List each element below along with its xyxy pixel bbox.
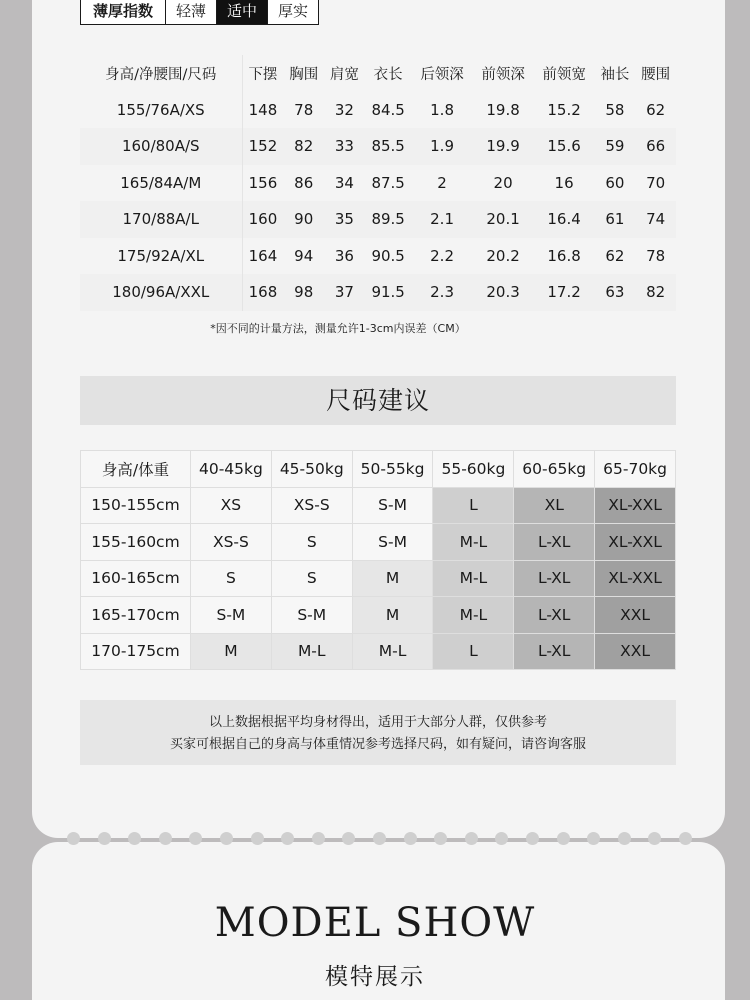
size-table-cell: 160 [242,201,283,238]
size-table-cell: 16.4 [534,201,595,238]
size-table-cell: 16 [554,173,574,192]
size-header-cell: 胸围 [289,66,319,83]
size-table-cell: 84.5 [371,100,405,119]
size-table-cell: 20 [493,173,513,192]
perforation-dot [312,832,325,845]
size-table-cell: 2.3 [412,274,473,311]
rec-size-cell: S-M [191,597,272,634]
rec-size-cell: S-M [271,597,352,634]
size-table-cell: 90.5 [371,246,405,265]
perforation-dot [189,832,202,845]
rec-size-cell: S-M [352,524,433,561]
size-table-cell: 180/96A/XXL [80,274,242,311]
size-table-row [80,128,676,165]
rec-size-cell: XL-XXL [595,524,676,561]
size-table-cell: 66 [635,128,676,165]
size-table-cell: 20.1 [473,201,534,238]
rec-size-cell: S-M [352,487,433,524]
model-show-title-cn: 模特展示 [325,964,425,990]
size-recommendation-table [80,450,676,670]
size-measurement-table [80,55,676,311]
size-table-cell: 164 [248,246,278,265]
size-table-cell: 70 [646,173,666,192]
size-table-cell: 36 [334,246,354,265]
rec-size-cell: XL [514,487,595,524]
rec-size-cell: M-L [352,633,433,670]
size-header-cell: 肩宽 [329,66,359,83]
size-table-cell: 82 [283,128,324,165]
size-table-cell: 15.6 [534,128,595,165]
rec-table-header-row [81,451,676,488]
perforation-dot [587,832,600,845]
size-table-cell: 160/80A/S [80,128,242,165]
perforation-dot [404,832,417,845]
size-table-cell: 19.9 [473,128,534,165]
size-header-cell: 后领深 [420,66,464,83]
rec-height-cell: 150-155cm [81,487,191,524]
model-show-title-en: MODEL SHOW [214,900,536,946]
rec-table-row [81,487,676,524]
size-table-cell: 90 [283,201,324,238]
rec-size-cell: XXL [595,633,676,670]
rec-table-row [81,597,676,634]
size-table-cell: 148 [248,100,278,119]
size-table-cell: 94 [294,246,314,265]
size-table-cell: 33 [324,128,365,165]
size-table-cell: 78 [294,100,314,119]
rec-header-cell: 45-50kg [271,451,352,488]
size-table-cell: 152 [242,128,283,165]
rec-size-cell: L-XL [514,524,595,561]
size-table-cell: 89.5 [365,201,412,238]
disclaimer-line-1: 以上数据根据平均身材得出，适用于大部分人群，仅供参考 [208,715,547,730]
size-header-cell: 前领深 [481,66,525,83]
rec-header-cell: 65-70kg [595,451,676,488]
size-table-cell: 175/92A/XL [80,238,242,275]
size-table-cell: 2.2 [430,246,454,265]
size-header-cell: 前领宽 [542,66,586,83]
size-table-row [80,274,676,311]
perforation-dot [281,832,294,845]
size-recommendation-title: 尺码建议 [80,376,676,425]
rec-table-row [81,560,676,597]
rec-size-cell: XS [191,487,272,524]
size-table-cell: 15.2 [547,100,581,119]
recommendation-disclaimer [80,700,676,765]
perforation-dot [98,832,111,845]
size-header-cell: 袖长 [600,66,630,83]
perforation-dot [557,832,570,845]
size-table-cell: 156 [248,173,278,192]
size-table-cell: 82 [635,274,676,311]
perforation-dot [434,832,447,845]
measurement-note: *因不同的计量方法，测量允许1-3cm内误差（CM） [210,322,466,335]
size-table-cell: 98 [283,274,324,311]
rec-header-cell: 身高/体重 [81,451,191,488]
size-table-cell: 32 [334,100,354,119]
size-table-cell: 34 [334,173,354,192]
rec-size-cell: L-XL [514,597,595,634]
rec-height-cell: 160-165cm [81,560,191,597]
rec-height-cell: 170-175cm [81,633,191,670]
thickness-label: 薄厚指数 [81,0,165,24]
perforation-dot [251,832,264,845]
size-table-row [80,165,676,202]
size-header-cell: 衣长 [373,66,403,83]
rec-size-cell: S [271,560,352,597]
size-table-cell: 20.3 [473,274,534,311]
perforation-dot [159,832,172,845]
size-table-cell: 91.5 [365,274,412,311]
size-table-cell: 155/76A/XS [80,92,242,129]
perforation-dot [128,832,141,845]
rec-size-cell: M [352,597,433,634]
rec-size-cell: L [433,633,514,670]
size-table-cell: 87.5 [371,173,405,192]
rec-size-cell: L-XL [514,633,595,670]
perforation-dot [342,832,355,845]
perforation-dot [679,832,692,845]
thickness-option-thick: 厚实 [267,0,318,24]
size-table-cell: 170/88A/L [80,201,242,238]
rec-size-cell: M [352,560,433,597]
rec-table-row [81,524,676,561]
size-table-cell: 165/84A/M [80,165,242,202]
size-header-cell: 身高/净腰围/尺码 [80,55,242,92]
perforation-dot [495,832,508,845]
size-table-cell: 59 [595,128,636,165]
thickness-option-light: 轻薄 [165,0,216,24]
rec-header-cell: 55-60kg [433,451,514,488]
size-table-cell: 35 [324,201,365,238]
size-table-cell: 2.1 [412,201,473,238]
size-table-cell: 58 [605,100,625,119]
perforation-dot [648,832,661,845]
rec-size-cell: M-L [271,633,352,670]
rec-size-cell: S [271,524,352,561]
disclaimer-line-2: 买家可根据自己的身高与体重情况参考选择尺码，如有疑问，请咨询客服 [169,737,586,752]
perforation-dot [220,832,233,845]
perforation-dot [67,832,80,845]
rec-size-cell: M [191,633,272,670]
size-table-cell: 16.8 [547,246,581,265]
perforation-dot [618,832,631,845]
size-table-cell: 74 [635,201,676,238]
size-table-cell: 2 [437,173,447,192]
rec-size-cell: XL-XXL [595,560,676,597]
thickness-option-medium: 适中 [216,0,267,24]
rec-size-cell: S [191,560,272,597]
rec-size-cell: L [433,487,514,524]
thickness-index-bar [80,0,319,25]
rec-height-cell: 155-160cm [81,524,191,561]
size-table-cell: 1.8 [430,100,454,119]
size-table-header-row [80,55,676,92]
size-table-cell: 86 [294,173,314,192]
rec-height-cell: 165-170cm [81,597,191,634]
perforation-dot [465,832,478,845]
size-table-cell: 63 [595,274,636,311]
rec-header-cell: 40-45kg [191,451,272,488]
rec-size-cell: M-L [433,597,514,634]
rec-size-cell: XL-XXL [595,487,676,524]
size-table-cell: 168 [242,274,283,311]
perforation-dot [526,832,539,845]
rec-size-cell: XXL [595,597,676,634]
size-table-cell: 62 [605,246,625,265]
size-table-cell: 17.2 [534,274,595,311]
perforation-dot [373,832,386,845]
size-table-cell: 60 [605,173,625,192]
rec-size-cell: XS-S [271,487,352,524]
size-table-row [80,238,676,275]
size-table-cell: 37 [324,274,365,311]
rec-header-cell: 50-55kg [352,451,433,488]
rec-size-cell: XS-S [191,524,272,561]
size-table-cell: 1.9 [412,128,473,165]
size-header-cell: 下摆 [248,66,278,83]
size-table-cell: 85.5 [365,128,412,165]
size-table-cell: 19.8 [486,100,520,119]
size-table-cell: 78 [646,246,666,265]
size-table-row [80,92,676,129]
rec-size-cell: M-L [433,560,514,597]
size-table-cell: 62 [646,100,666,119]
size-header-cell: 腰围 [641,66,671,83]
size-table-row [80,201,676,238]
size-table-cell: 61 [595,201,636,238]
rec-size-cell: M-L [433,524,514,561]
rec-size-cell: L-XL [514,560,595,597]
perforation-divider [0,830,750,846]
rec-table-row [81,633,676,670]
size-table-cell: 20.2 [486,246,520,265]
rec-header-cell: 60-65kg [514,451,595,488]
